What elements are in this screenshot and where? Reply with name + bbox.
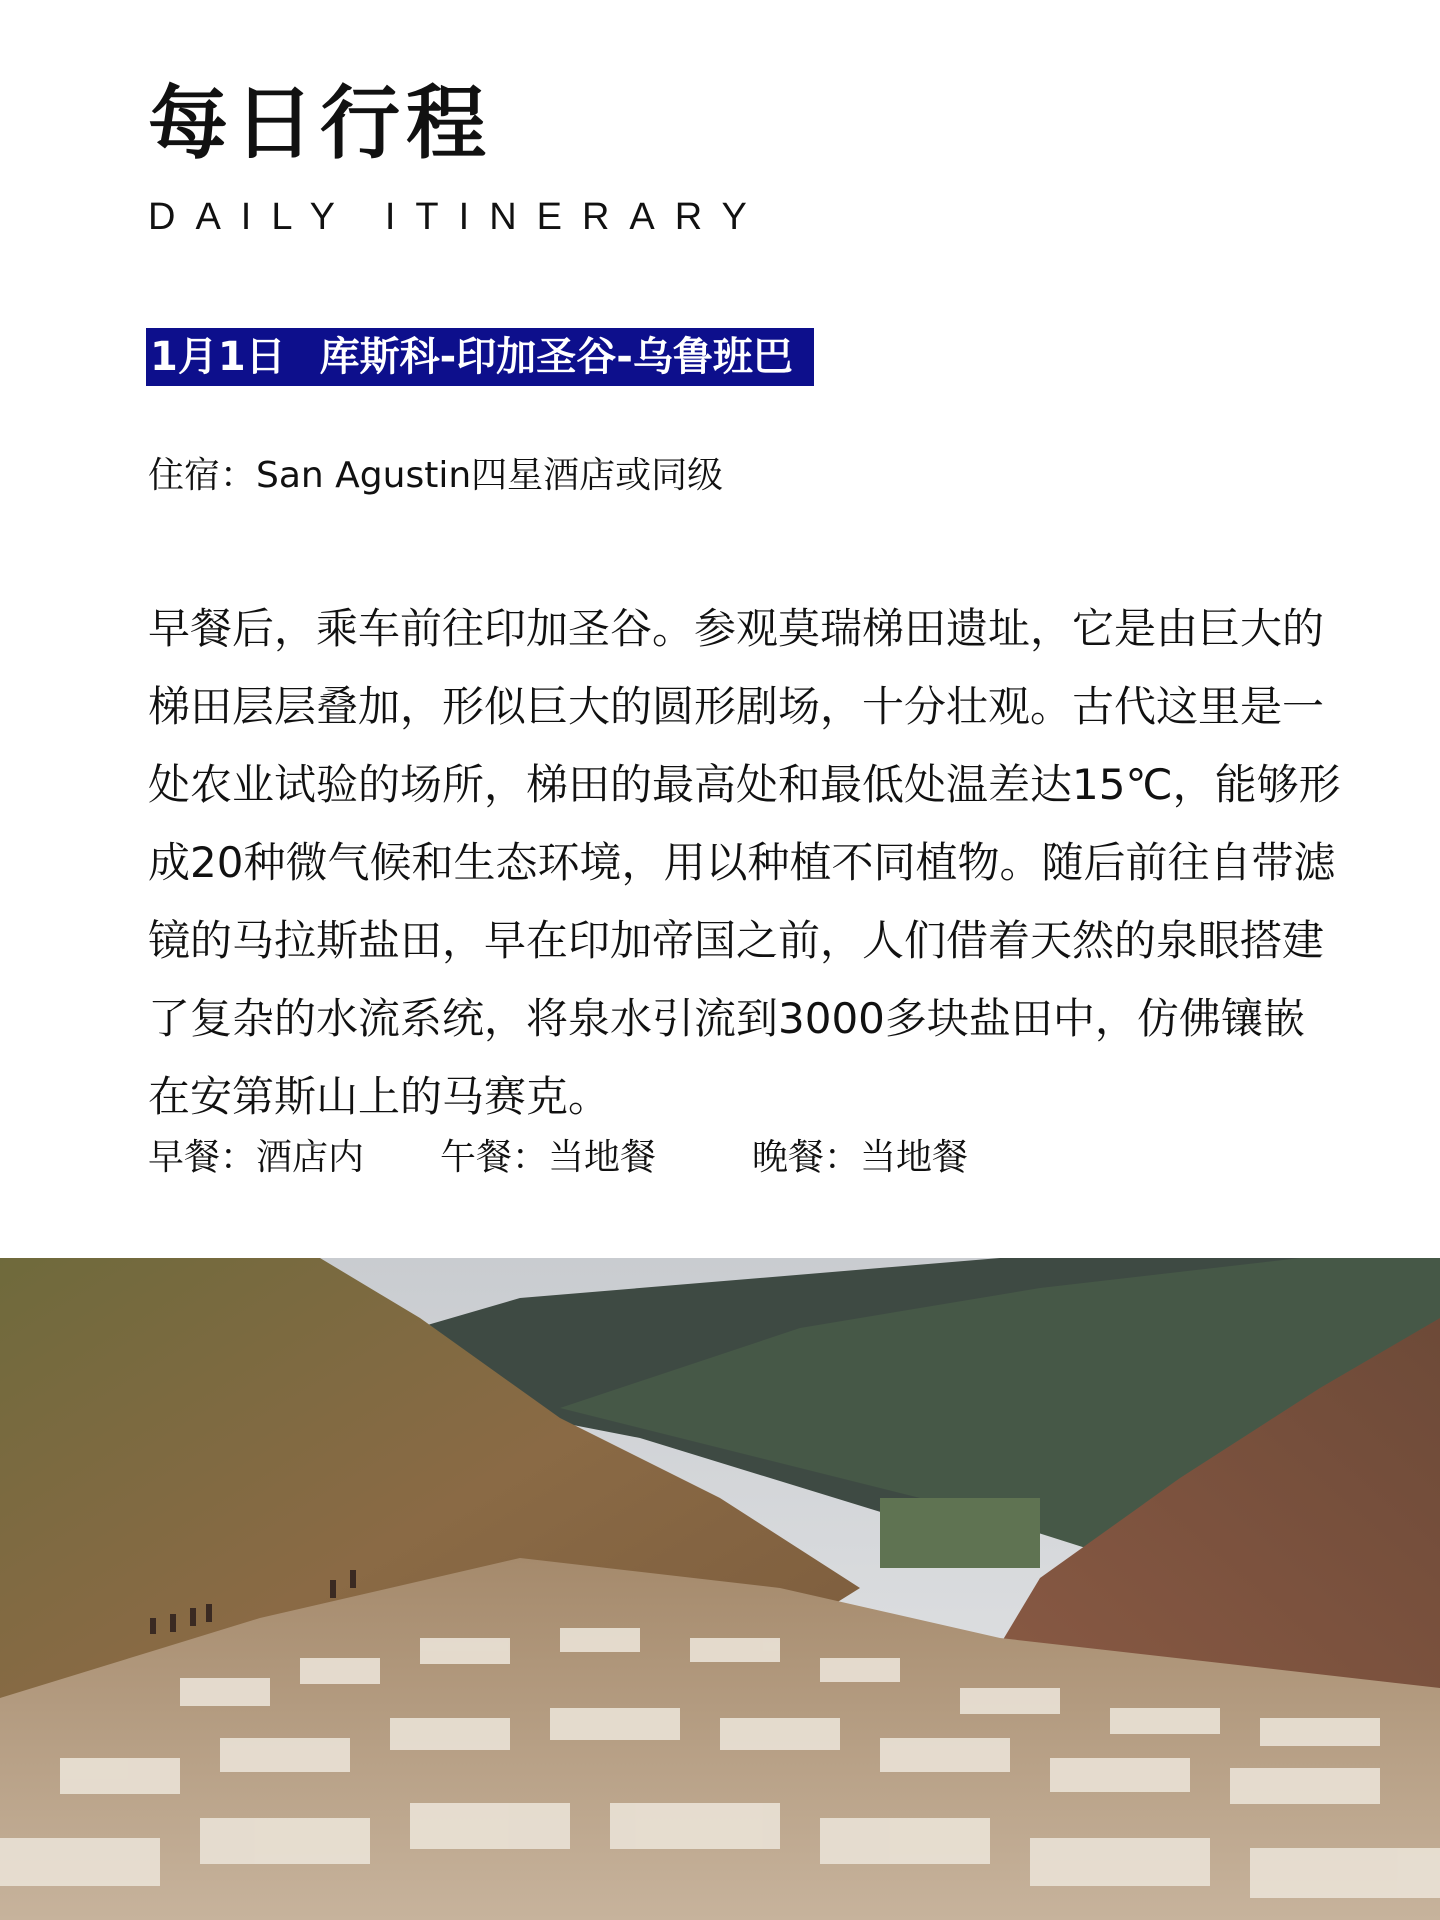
description-line: 了复杂的水流系统，将泉水引流到3000多块盐田中，仿佛镶嵌 bbox=[148, 994, 1305, 1043]
hotel-info: 住宿：San Agustin四星酒店或同级 bbox=[148, 455, 724, 496]
day-banner bbox=[146, 328, 814, 386]
description-line: 在安第斯山上的马赛克。 bbox=[148, 1072, 611, 1121]
valley-floor bbox=[880, 1498, 1040, 1568]
description-line: 早餐后，乘车前往印加圣谷。参观莫瑞梯田遗址，它是由巨大的 bbox=[148, 604, 1325, 653]
meal-dinner: 晚餐：当地餐 bbox=[752, 1137, 969, 1178]
page-subtitle: DAILY ITINERARY bbox=[148, 196, 767, 238]
day-route: 库斯科-印加圣谷-乌鲁班巴 bbox=[319, 334, 793, 380]
day-date: 1月1日 bbox=[150, 334, 286, 380]
maras-salt-terraces-photo bbox=[0, 1258, 1440, 1920]
description-line: 处农业试验的场所，梯田的最高处和最低处温差达15℃，能够形 bbox=[148, 760, 1341, 809]
description-line: 梯田层层叠加，形似巨大的圆形剧场，十分壮观。古代这里是一 bbox=[148, 682, 1325, 731]
day-description bbox=[148, 590, 1348, 1136]
description-line: 成20种微气候和生态环境，用以种植不同植物。随后前往自带滤 bbox=[148, 838, 1336, 887]
meal-breakfast: 早餐：酒店内 bbox=[148, 1137, 365, 1178]
meal-lunch: 午餐：当地餐 bbox=[440, 1137, 657, 1178]
description-line: 镜的马拉斯盐田，早在印加帝国之前，人们借着天然的泉眼搭建 bbox=[148, 916, 1325, 965]
page-title: 每日行程 bbox=[148, 77, 492, 170]
